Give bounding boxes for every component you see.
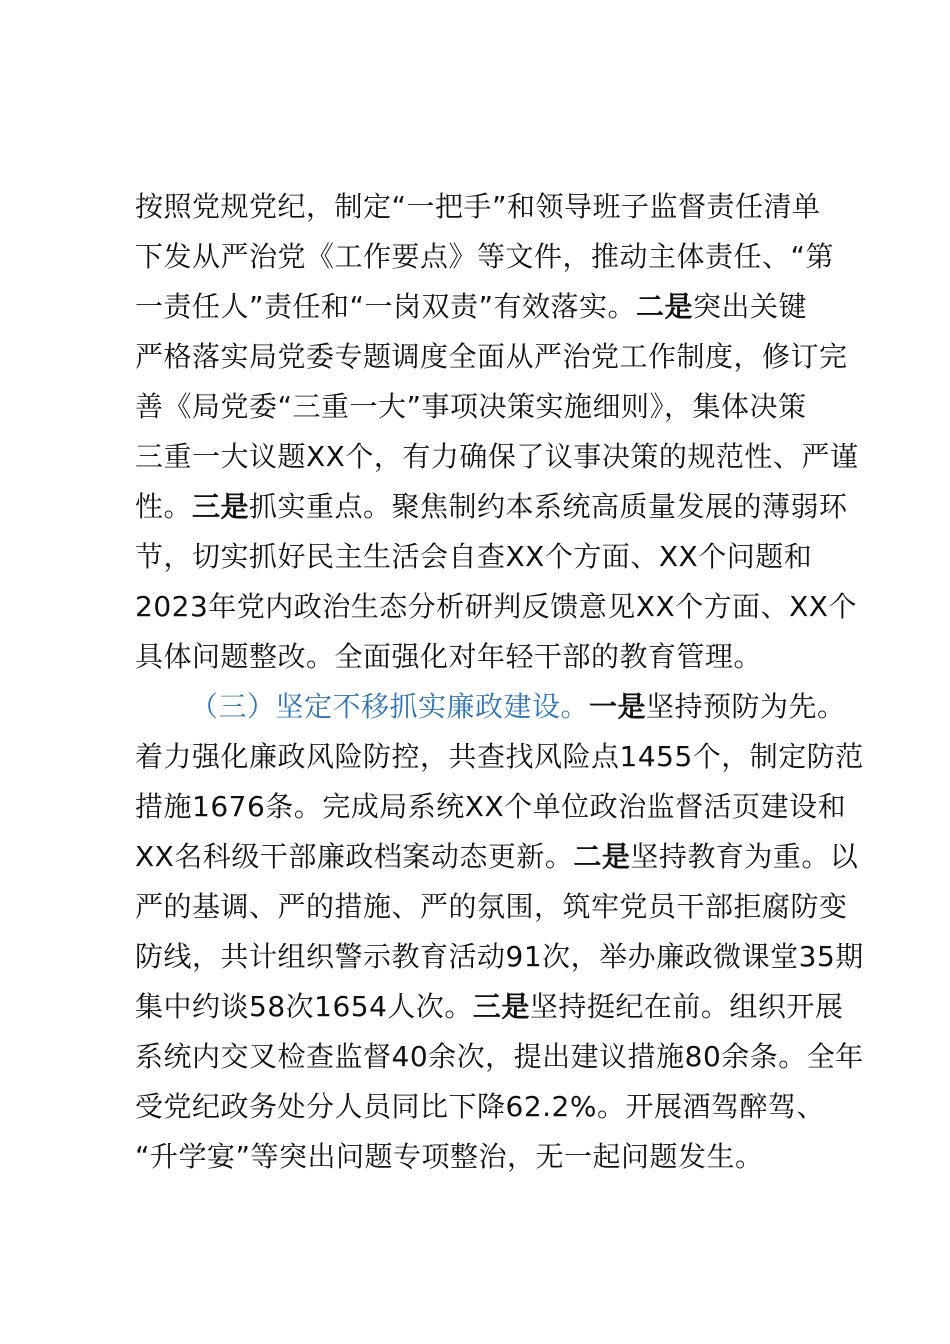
text-run: 一责任人”责任和“一岗双责”有效落实。 (135, 290, 637, 323)
text-line (135, 987, 843, 1027)
bold-marker: 三是 (192, 490, 250, 523)
text-run: 坚持教育为重。以 (630, 840, 859, 873)
text-run: 系统内交叉检查监督40余次，提出建议措施80余条。全年 (135, 1040, 864, 1073)
text-line (135, 1137, 764, 1177)
text-run: 着力强化廉政风险防控，共查找风险点1455个，制定防范 (135, 740, 864, 773)
text-run: 措施1676条。完成局系统XX个单位政治监督活页建设和 (135, 790, 847, 823)
text-run: 突出关键 (693, 290, 808, 323)
text-run: 三重一大议题XX个，有力确保了议事决策的规范性、严谨 (135, 440, 859, 473)
text-run: XX名科级干部廉政档案动态更新。 (135, 840, 574, 873)
text-line (190, 687, 846, 727)
text-line (135, 287, 807, 327)
text-line (135, 1037, 864, 1077)
text-run: 具体问题整改。全面强化对年轻干部的教育管理。 (135, 640, 763, 673)
bold-marker: 二是 (636, 290, 694, 323)
text-run: 按照党规党纪，制定“一把手”和领导班子监督责任清单 (135, 190, 821, 223)
text-run: 坚持挺纪在前。组织开展 (529, 990, 844, 1023)
text-line (135, 787, 846, 827)
text-line (135, 587, 857, 627)
text-line (135, 837, 858, 877)
text-run: 抓实重点。聚焦制约本系统高质量发展的薄弱环 (249, 490, 848, 523)
text-run: 善《局党委“三重一大”事项决策实施细则》，集体决策 (135, 390, 807, 423)
bold-marker: 一是 (589, 690, 647, 723)
bold-marker: 三是 (472, 990, 530, 1023)
text-run: 集中约谈58次1654人次。 (135, 990, 473, 1023)
text-run: 节，切实抓好民主生活会自查XX个方面、XX个问题和 (135, 540, 813, 573)
text-line (135, 737, 864, 777)
section-heading: （三）坚定不移抓实廉政建设。 (190, 690, 590, 723)
text-line (135, 187, 821, 227)
text-line (135, 537, 812, 577)
text-run: “升学宴”等突出问题专项整治，无一起问题发生。 (135, 1140, 764, 1173)
text-run: 严格落实局党委专题调度全面从严治党工作制度，修订完 (135, 340, 848, 373)
text-run: 下发从严治党《工作要点》等文件，推动主体责任、“第 (135, 240, 835, 273)
text-line (135, 437, 858, 477)
text-run: 2023年党内政治生态分析研判反馈意见XX个方面、XX个 (135, 590, 857, 623)
text-line (135, 637, 762, 677)
text-run: 坚持预防为先。 (646, 690, 846, 723)
text-line (135, 1087, 825, 1127)
text-line (135, 937, 864, 977)
text-line (135, 887, 848, 927)
text-run: 性。 (135, 490, 193, 523)
text-line (135, 237, 834, 277)
text-run: 防线，共计组织警示教育活动91次，举办廉政微课堂35期 (135, 940, 864, 973)
text-line (135, 337, 848, 377)
text-line (135, 387, 807, 427)
text-run: 严的基调、严的措施、严的氛围，筑牢党员干部拒腐防变 (135, 890, 848, 923)
text-line (135, 487, 848, 527)
bold-marker: 二是 (573, 840, 631, 873)
text-run: 受党纪政务处分人员同比下降62.2%。开展酒驾醉驾、 (135, 1090, 825, 1123)
